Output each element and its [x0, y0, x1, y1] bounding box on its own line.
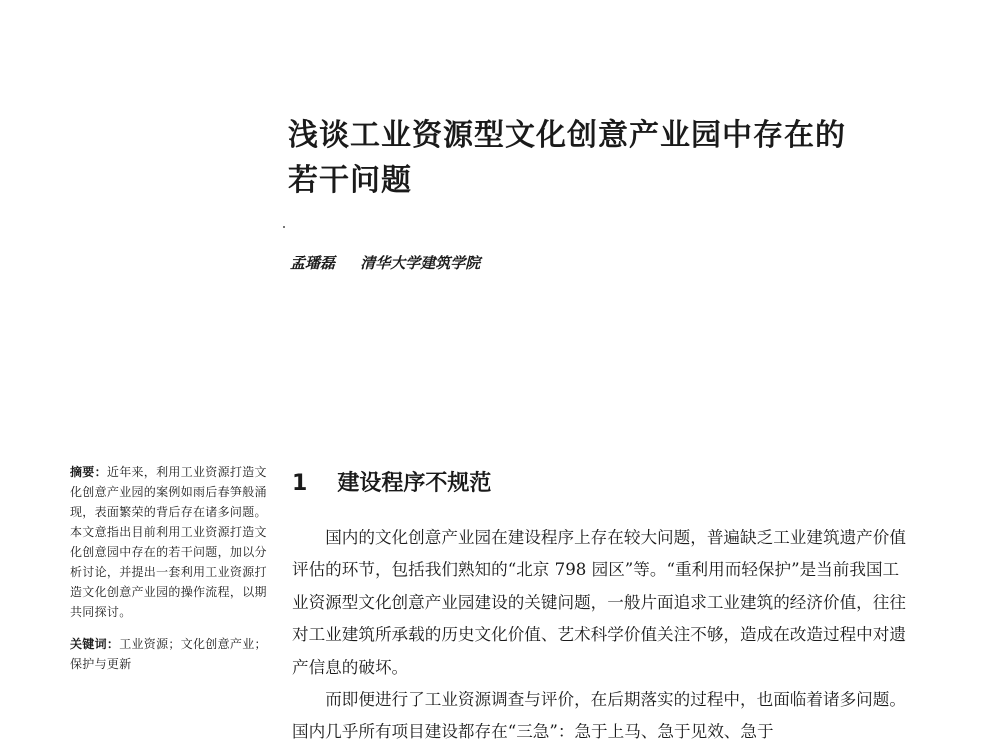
author-name: 孟璠磊: [290, 254, 336, 272]
abstract-sidebar: [70, 462, 270, 674]
abstract-text: 近年来，利用工业资源打造文化创意产业园的案例如雨后春笋般涌现，表面繁荣的背后存在诸多问题。本文意指出目前利用工业资源打造文化创意园中存在的若干问题，加以分析讨论，并提出一套利用工业资源打造文化创意产业园的操作流程，以期共同探讨。: [70, 465, 267, 619]
keywords-block: [70, 634, 270, 674]
section-title: 建设程序不规范: [337, 471, 492, 496]
article-title: [288, 113, 928, 203]
abstract-block: [70, 462, 270, 622]
body-paragraph-1: 国内的文化创意产业园在建设程序上存在较大问题，普遍缺乏工业建筑遗产价值评估的环节，包括我们熟知的“北京 798 园区”等。“重利用而轻保护”是当前我国工业资源型文化创意产业园建设的关键问题，一般片面追求工业建筑的经济价值，往往对工业建筑所承载的历史文化价值、艺术科学价值关注不够，造成在改造过程中对遗产信息的破坏。: [292, 528, 906, 677]
title-line-1: 浅谈工业资源型文化创意产业园中存在的: [288, 118, 846, 153]
keywords-text: 工业资源；文化创意产业；保护与更新: [70, 637, 267, 671]
section-number: 1: [292, 471, 308, 496]
byline: [290, 252, 480, 273]
abstract-label: 摘要：: [70, 465, 107, 479]
scan-speck: [283, 226, 285, 228]
title-line-2: 若干问题: [288, 163, 412, 198]
body-paragraph-2: 而即便进行了工业资源调查与评价，在后期落实的过程中，也面临着诸多问题。国内几乎所有项目建设都存在“三急”：急于上马、急于见效、急于: [292, 690, 906, 742]
body-text: [292, 522, 912, 749]
keywords-label: 关键词：: [70, 637, 120, 651]
section-heading: [292, 466, 491, 497]
author-affiliation: 清华大学建筑学院: [360, 254, 481, 272]
